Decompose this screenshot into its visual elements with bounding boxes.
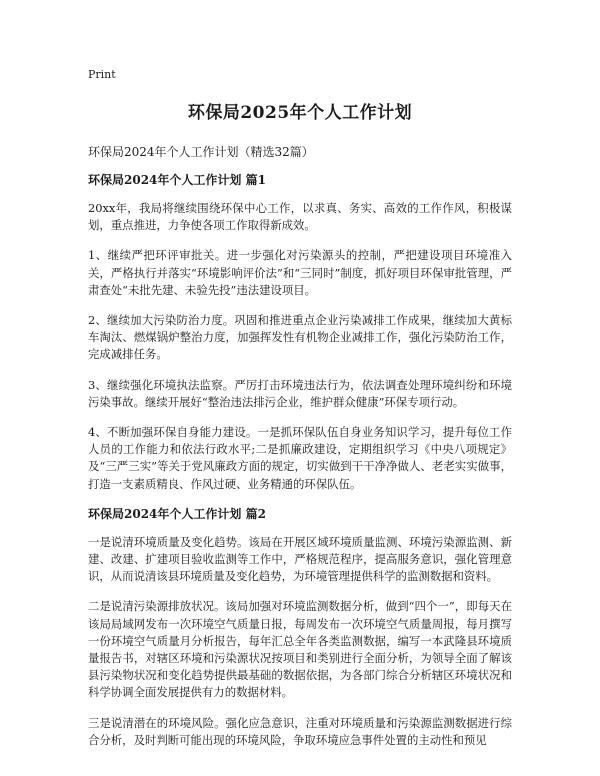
page-title: 环保局2025年个人工作计划 bbox=[187, 103, 413, 123]
paragraph: 3、继续强化环境执法监察。严厉打击环境违法行为，依法调查处理环境纠纷和环境污染事故。继续开展好“整治违法排污企业，维护群众健康”环保专项行动。 bbox=[88, 377, 512, 409]
paragraph: 4、不断加强环保自身能力建设。一是抓环保队伍自身业务知识学习，提升每位工作人员的工作能力和依法行政水平;二是抓廉政建设，定期组织学习《中央八项规定》及“三严三实”等关于党风廉政方面的规定，切实做到干干净净做人、老老实实做事，打造一支素质精良、作风过硬、业务精通的环保队伍。 bbox=[88, 425, 512, 491]
paragraph: 二是说清污染源排放状况。该局加强对环境监测数据分析，做到“四个一”，即每天在该局局域网发布一次环境空气质量日报，每周发布一次环境空气质量周报，每月撰写一份环境空气质量月分析报告，每年汇总全年各类监测数据，编写一本武隆县环境质量报告书，对辖区环境和污染源状况按项目和类别进行全面分析，为领导全面了解该县污染物状况和变化趋势提供最基础的数据依据，为各部门综合分析辖区环境状况和科学协调全面发展提供有力的数据材料。 bbox=[88, 599, 512, 700]
paragraph: 2、继续加大污染防治力度。巩固和推进重点企业污染减排工作成果，继续加大黄标车淘汰、燃煤锅炉整治力度，加强挥发性有机物企业减排工作，强化污染防治工作，完成减排任务。 bbox=[88, 313, 512, 362]
paragraph: 三是说清潜在的环境风险。强化应急意识，注重对环境质量和污染源监测数据进行综合分析，及时判断可能出现的环境风险，争取环境应急事件处置的主动性和预见 bbox=[88, 715, 512, 747]
paragraph: 1、继续严把环评审批关。进一步强化对污染源头的控制，严把建设项目环境准入关，严格执行并落实“环境影响评价法”和“三同时”制度，抓好项目环保审批管理，严肃查处“未批先建、未验先投”违法建设项目。 bbox=[88, 248, 512, 297]
paragraph: 一是说清环境质量及变化趋势。该局在开展区域环境质量监测、环境污染源监测、新建、改建、扩建项目验收监测等工作中，严格规范程序，提高服务意识，强化管理意识，从而说清该县环境质量及变化趋势，为环境管理提供科学的监测数据和资料。 bbox=[88, 534, 512, 584]
section-heading-2: 环保局2024年个人工作计划 篇2 bbox=[88, 506, 266, 521]
section-heading-1: 环保局2024年个人工作计划 篇1 bbox=[88, 173, 266, 187]
paragraph: 20xx年，我局将继续围绕环保中心工作，以求真、务实、高效的工作作风，积极谋划，重点推进，力争使各项工作取得新成效。 bbox=[88, 201, 512, 233]
document-subtitle: 环保局2024年个人工作计划（精选32篇） bbox=[88, 145, 314, 159]
print-link[interactable]: Print bbox=[88, 68, 116, 81]
